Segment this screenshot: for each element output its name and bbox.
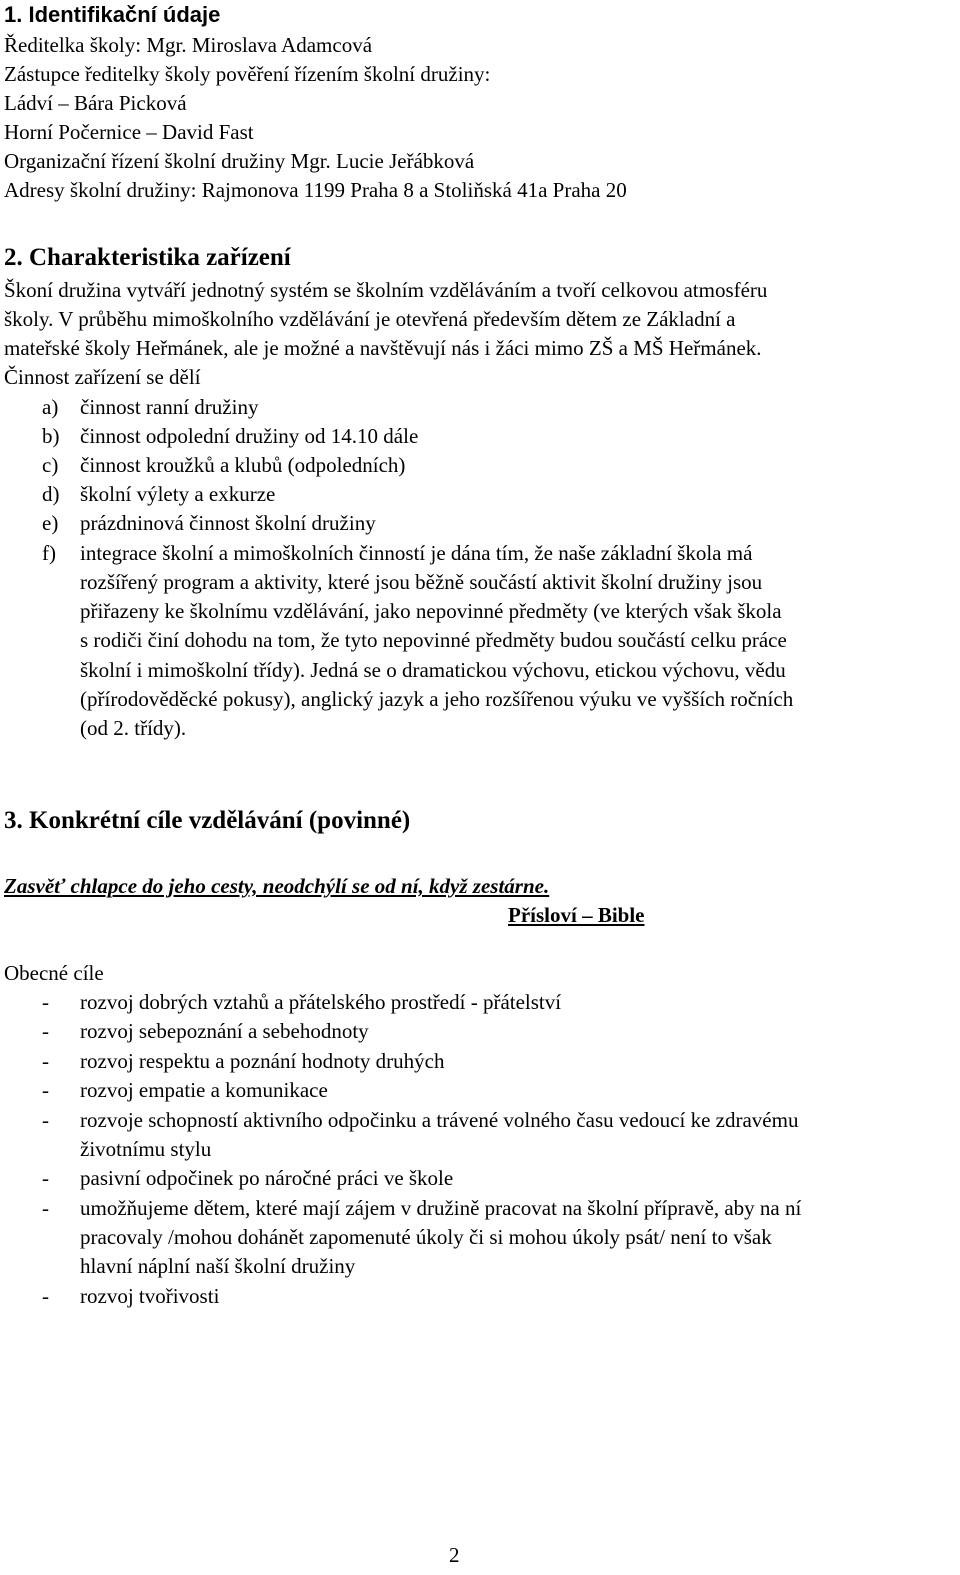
list-item-text: školní i mimoškolní třídy). Jedná se o dramatickou výchovu, etickou výchovu, vědu bbox=[80, 658, 786, 682]
section-1-heading: 1. Identifikační údaje bbox=[4, 2, 221, 27]
goal-item-text: rozvoj sebepoznání a sebehodnoty bbox=[80, 1019, 369, 1043]
goal-item-text: životnímu stylu bbox=[80, 1137, 212, 1161]
principal-line: Ředitelka školy: Mgr. Miroslava Adamcová bbox=[4, 33, 373, 57]
page-number: 2 bbox=[449, 1543, 460, 1567]
goal-item-text: pracovaly /mohou dohánět zapomenuté úkoly či si mohou úkoly psát/ není to však bbox=[80, 1225, 772, 1249]
bullet-dash: - bbox=[42, 1166, 49, 1190]
goal-item-text: umožňujeme dětem, které mají zájem v družině pracovat na školní přípravě, aby na ní bbox=[80, 1196, 802, 1220]
list-item-text: prázdninová činnost školní družiny bbox=[80, 511, 376, 535]
goal-item-text: rozvoje schopností aktivního odpočinku a trávené volného času vedoucí ke zdravému bbox=[80, 1108, 799, 1132]
paragraph-line: mateřské školy Heřmánek, ale je možné a navštěvují nás i žáci mimo ZŠ a MŠ Heřmánek. bbox=[4, 336, 762, 360]
organization-line: Organizační řízení školní družiny Mgr. Lucie Jeřábková bbox=[4, 149, 475, 173]
list-marker: b) bbox=[42, 424, 60, 448]
list-item-text: činnost odpolední družiny od 14.10 dále bbox=[80, 424, 419, 448]
addresses-line: Adresy školní družiny: Rajmonova 1199 Praha 8 a Stoliňská 41a Praha 20 bbox=[4, 178, 627, 202]
ladvi-line: Ládví – Bára Picková bbox=[4, 91, 187, 115]
list-item-text: (přírodověděcké pokusy), anglický jazyk a jeho rozšířenou výuku ve vyšších ročních bbox=[80, 687, 794, 711]
quote: Zasvěť chlapce do jeho cesty, neodchýlí se od ní, když zestárne. bbox=[4, 874, 550, 898]
list-item-text: rozšířený program a aktivity, které jsou běžně součástí aktivit školní družiny jsou bbox=[80, 570, 763, 594]
goal-item-text: rozvoj tvořivosti bbox=[80, 1284, 220, 1308]
bullet-dash: - bbox=[42, 1108, 49, 1132]
list-item-text: s rodiči činí dohodu na tom, že tyto nepovinné předměty budou součástí celku práce bbox=[80, 628, 787, 652]
goal-item-text: pasivní odpočinek po náročné práci ve škole bbox=[80, 1166, 454, 1190]
goal-item-text: hlavní náplní naší školní družiny bbox=[80, 1254, 356, 1278]
list-marker: f) bbox=[42, 541, 56, 565]
paragraph-line: školy. V průběhu mimoškolního vzdělávání je otevřená především dětem ze Základní a bbox=[4, 307, 736, 331]
bullet-dash: - bbox=[42, 1019, 49, 1043]
list-item-text: (od 2. třídy). bbox=[80, 716, 187, 740]
section-3-heading: 3. Konkrétní cíle vzdělávání (povinné) bbox=[4, 807, 411, 834]
list-item-text: školní výlety a exkurze bbox=[80, 482, 276, 506]
list-marker: d) bbox=[42, 482, 60, 506]
list-item-text: činnost ranní družiny bbox=[80, 395, 259, 419]
bullet-dash: - bbox=[42, 1284, 49, 1308]
goal-item-text: rozvoj respektu a poznání hodnoty druhých bbox=[80, 1049, 445, 1073]
bullet-dash: - bbox=[42, 990, 49, 1014]
bullet-dash: - bbox=[42, 1196, 49, 1220]
list-item-text: činnost kroužků a klubů (odpoledních) bbox=[80, 453, 406, 477]
list-marker: e) bbox=[42, 511, 59, 535]
section-2-heading: 2. Charakteristika zařízení bbox=[4, 244, 291, 271]
list-item-text: integrace školní a mimoškolních činností je dána tím, že naše základní škola má bbox=[80, 541, 753, 565]
goals-title: Obecné cíle bbox=[4, 961, 104, 985]
deputy-line: Zástupce ředitelky školy pověření řízením školní družiny: bbox=[4, 62, 491, 86]
paragraph-line: Škoní družina vytváří jednotný systém se školním vzděláváním a tvoří celkovou atmosféru bbox=[4, 278, 768, 302]
list-marker: c) bbox=[42, 453, 59, 477]
list-item-text: přiřazeny ke školnímu vzdělávání, jako nepovinné předměty (ve kterých však škola bbox=[80, 599, 782, 623]
bullet-dash: - bbox=[42, 1049, 49, 1073]
goal-item-text: rozvoj empatie a komunikace bbox=[80, 1078, 328, 1102]
quote-source: Přísloví – Bible bbox=[508, 903, 645, 927]
horni-pocernice-line: Horní Počernice – David Fast bbox=[4, 120, 254, 144]
bullet-dash: - bbox=[42, 1078, 49, 1102]
goal-item-text: rozvoj dobrých vztahů a přátelského prostředí - přátelství bbox=[80, 990, 562, 1014]
list-marker: a) bbox=[42, 395, 59, 419]
paragraph-line: Činnost zařízení se dělí bbox=[4, 365, 201, 389]
